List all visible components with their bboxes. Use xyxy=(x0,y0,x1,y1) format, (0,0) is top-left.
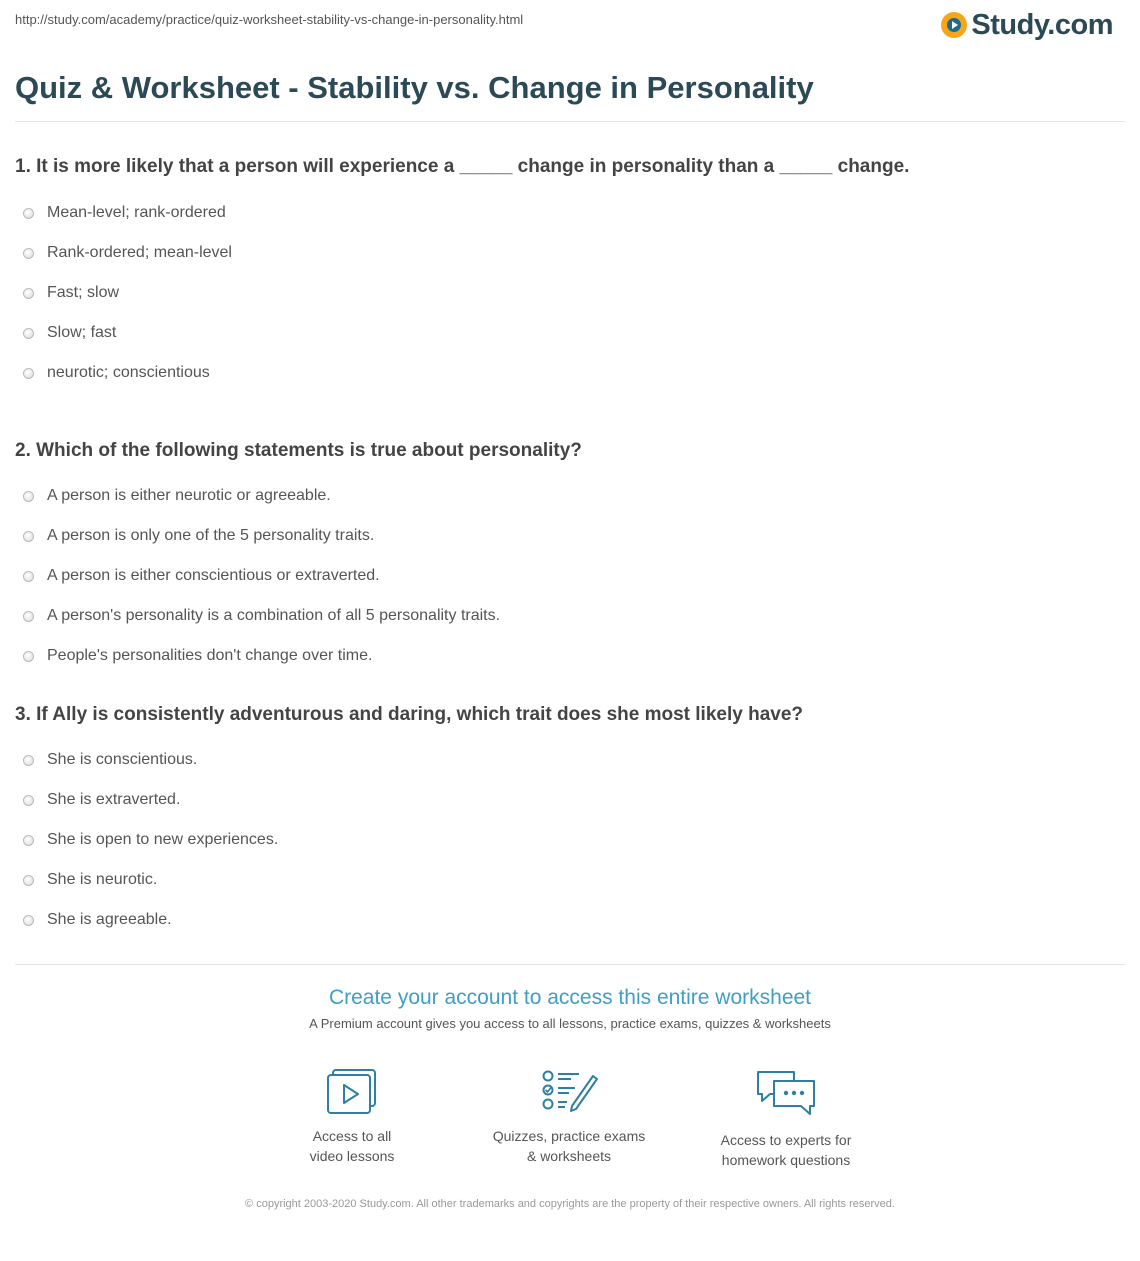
option-label: Mean-level; rank-ordered xyxy=(47,204,226,221)
radio-icon[interactable] xyxy=(23,328,34,339)
option-label: A person is either conscientious or extraverted. xyxy=(47,567,380,584)
radio-icon[interactable] xyxy=(23,755,34,766)
video-lesson-icon xyxy=(324,1068,380,1116)
question-text: 3. If Ally is consistently adventurous and daring, which trait does she most likely have? xyxy=(15,704,803,725)
radio-icon[interactable] xyxy=(23,571,34,582)
radio-icon[interactable] xyxy=(23,368,34,379)
cta-subtitle: A Premium account gives you access to all lessons, practice exams, quizzes & worksheets xyxy=(309,1016,831,1031)
question-3 xyxy=(15,703,1125,940)
option-label: She is open to new experiences. xyxy=(47,831,279,848)
quiz-checklist-icon xyxy=(539,1068,599,1116)
option-label: She is agreeable. xyxy=(47,911,172,928)
radio-icon[interactable] xyxy=(23,651,34,662)
option-label: A person's personality is a combination of all 5 personality traits. xyxy=(47,607,501,624)
radio-icon[interactable] xyxy=(23,835,34,846)
study-logo[interactable] xyxy=(941,8,1113,42)
page-title: Quiz & Worksheet - Stability vs. Change in Personality xyxy=(15,70,814,105)
option-label: A person is only one of the 5 personality traits. xyxy=(47,527,375,544)
feature-label: Access to experts for homework questions xyxy=(720,1132,852,1168)
feature-label: Quizzes, practice exams & worksheets xyxy=(492,1128,646,1164)
radio-icon[interactable] xyxy=(23,288,34,299)
feature-label: Access to all video lessons xyxy=(309,1128,395,1164)
radio-icon[interactable] xyxy=(23,875,34,886)
copyright-footer: © copyright 2003-2020 Study.com. All other trademarks and copyrights are the property of their respective owners. All rights reserved. xyxy=(245,1198,895,1210)
feature-video-lessons xyxy=(252,1068,452,1166)
question-1 xyxy=(15,155,1125,393)
answer-option[interactable] xyxy=(15,516,1125,556)
answer-option[interactable] xyxy=(15,313,1125,353)
answer-option[interactable] xyxy=(15,476,1125,516)
logo-text: Study.com xyxy=(971,8,1113,41)
question-text: 1. It is more likely that a person will experience a _____ change in personality than a _____ change. xyxy=(15,156,910,177)
radio-icon[interactable] xyxy=(23,915,34,926)
answer-option[interactable] xyxy=(15,860,1125,900)
answer-option[interactable] xyxy=(15,820,1125,860)
chat-bubbles-icon xyxy=(754,1068,818,1120)
cta-title-link[interactable]: Create your account to access this entire worksheet xyxy=(328,986,812,1009)
answer-option[interactable] xyxy=(15,233,1125,273)
feature-quizzes xyxy=(469,1068,669,1166)
option-label: People's personalities don't change over time. xyxy=(47,647,373,664)
answer-option[interactable] xyxy=(15,596,1125,636)
answer-option[interactable] xyxy=(15,353,1125,393)
play-circle-icon xyxy=(941,12,967,38)
answer-option[interactable] xyxy=(15,556,1125,596)
option-label: A person is either neurotic or agreeable. xyxy=(47,487,331,504)
answer-option[interactable] xyxy=(15,636,1125,676)
option-label: Fast; slow xyxy=(47,284,120,301)
option-label: Rank-ordered; mean-level xyxy=(47,244,232,261)
option-label: neurotic; conscientious xyxy=(47,364,210,381)
option-label: She is conscientious. xyxy=(47,751,198,768)
radio-icon[interactable] xyxy=(23,795,34,806)
divider xyxy=(15,121,1125,122)
radio-icon[interactable] xyxy=(23,491,34,502)
answer-option[interactable] xyxy=(15,780,1125,820)
divider xyxy=(15,964,1125,965)
option-label: Slow; fast xyxy=(47,324,117,341)
option-label: She is extraverted. xyxy=(47,791,181,808)
feature-experts xyxy=(686,1068,886,1170)
signup-cta xyxy=(15,986,1125,1031)
radio-icon[interactable] xyxy=(23,611,34,622)
question-2 xyxy=(15,439,1125,676)
question-text: 2. Which of the following statements is true about personality? xyxy=(15,440,582,461)
answer-option[interactable] xyxy=(15,740,1125,780)
answer-option[interactable] xyxy=(15,193,1125,233)
radio-icon[interactable] xyxy=(23,208,34,219)
answer-option[interactable] xyxy=(15,273,1125,313)
radio-icon[interactable] xyxy=(23,531,34,542)
top-bar xyxy=(15,0,1125,60)
answer-option[interactable] xyxy=(15,900,1125,940)
option-label: She is neurotic. xyxy=(47,871,158,888)
page-url: http://study.com/academy/practice/quiz-worksheet-stability-vs-change-in-personality.html xyxy=(15,12,524,27)
radio-icon[interactable] xyxy=(23,248,34,259)
